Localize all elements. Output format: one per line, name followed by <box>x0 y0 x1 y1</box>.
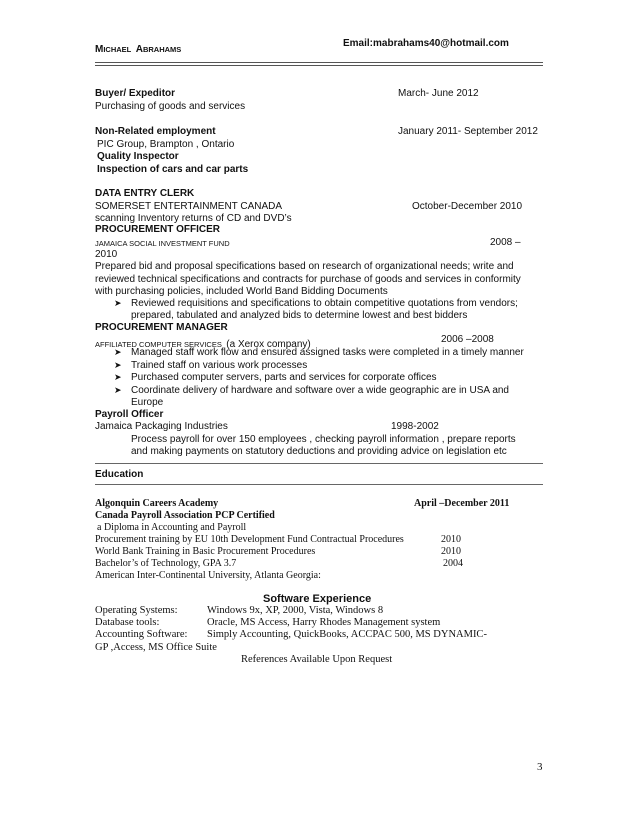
bullet-arrow-icon: ➤ <box>114 372 122 382</box>
references-note: References Available Upon Request <box>241 654 393 665</box>
software-cont: GP ,Access, MS Office Suite <box>95 642 217 653</box>
job5-bullet-2: Trained staff on various work processes <box>131 360 308 371</box>
education-cert: Canada Payroll Association PCP Certified <box>95 510 275 521</box>
job4-line-2: reviewed technical specifications and contracts for purchase of goods and services in conformity <box>95 274 521 285</box>
job5-bullet-1: Managed staff work flow and ensured assigned tasks were completed in a timely manner <box>131 347 524 358</box>
education-item-1-year: 2010 <box>441 534 461 545</box>
education-item-2-year: 2010 <box>441 546 461 557</box>
job2-dates: January 2011- September 2012 <box>398 126 538 137</box>
job6-dates: 1998-2002 <box>391 421 439 432</box>
job4-bullet-line-2: prepared, tabulated and analyzed bids to determine lowest and best bidders <box>131 310 468 321</box>
software-value-db: Oracle, MS Access, Harry Rhodes Management system <box>207 617 441 628</box>
job4-bullet-line-1: Reviewed requisitions and specifications to obtain competitive quotations from vendors; <box>131 298 518 309</box>
job6-company: Jamaica Packaging Industries <box>95 421 228 432</box>
job6-line-1: Process payroll for over 150 employees , checking payroll information , prepare reports <box>131 434 516 445</box>
software-label-accounting: Accounting Software: <box>95 629 188 640</box>
job3-title: DATA ENTRY CLERK <box>95 188 195 199</box>
job5-dates: 2006 –2008 <box>441 334 494 345</box>
job4-dates-end: 2010 <box>95 249 118 260</box>
job2-role-desc: Inspection of cars and car parts <box>97 164 249 175</box>
bullet-arrow-icon: ➤ <box>114 385 122 395</box>
divider-rule <box>95 463 543 464</box>
job2-title: Non-Related employment <box>95 126 216 137</box>
bullet-arrow-icon: ➤ <box>114 360 122 370</box>
job4-dates-start: 2008 – <box>490 237 521 248</box>
job3-desc: scanning Inventory returns of CD and DVD’s <box>95 213 292 224</box>
job2-role: Quality Inspector <box>97 151 179 162</box>
job5-bullet-3: Purchased computer servers, parts and services for corporate offices <box>131 372 437 383</box>
job6-title: Payroll Officer <box>95 409 164 420</box>
header-email: Email:mabrahams40@hotmail.com <box>343 38 509 49</box>
name-first-rest: ICHAEL <box>103 45 132 54</box>
job5-company-note: (a Xerox company) <box>226 339 311 350</box>
bullet-arrow-icon: ➤ <box>114 298 122 308</box>
education-item-3-year: 2004 <box>443 558 463 569</box>
job5-bullet-4: Coordinate delivery of hardware and software over a wide geographic are in USA and <box>131 385 509 396</box>
software-heading: Software Experience <box>263 593 372 605</box>
education-heading-rule <box>95 484 543 485</box>
software-value-os: Windows 9x, XP, 2000, Vista, Windows 8 <box>207 605 384 616</box>
education-university: American Inter-Continental University, Atlanta Georgia: <box>95 570 321 581</box>
job3-dates: October-December 2010 <box>412 201 523 212</box>
job2-company: PIC Group, Brampton , Ontario <box>97 139 235 150</box>
education-diploma: a Diploma in Accounting and Payroll <box>97 522 247 533</box>
job4-company: JAMAICA SOCIAL INVESTMENT FUND <box>95 239 230 248</box>
name-last-initial: A <box>135 44 143 55</box>
software-label-db: Database tools: <box>95 617 160 628</box>
education-item-3: Bachelor’s of Technology, GPA 3.7 <box>95 558 237 569</box>
header-double-rule <box>95 62 543 66</box>
software-value-accounting: Simply Accounting, QuickBooks, ACCPAC 500, MS DYNAMIC- <box>207 629 487 640</box>
job4-title: PROCUREMENT OFFICER <box>95 224 220 235</box>
job1-dates: March- June 2012 <box>398 88 479 99</box>
education-heading: Education <box>95 469 144 480</box>
job1-title: Buyer/ Expeditor <box>95 88 176 99</box>
software-label-os: Operating Systems: <box>95 605 178 616</box>
page-number: 3 <box>537 761 543 773</box>
education-item-1: Procurement training by EU 10th Development Fund Contractual Procedures <box>95 534 404 545</box>
bullet-arrow-icon: ➤ <box>114 347 122 357</box>
name-first-initial: M <box>95 44 104 55</box>
education-school: Algonquin Careers Academy <box>95 498 219 509</box>
header-name <box>95 39 181 57</box>
job3-company: SOMERSET ENTERTAINMENT CANADA <box>95 201 283 212</box>
name-last-rest: BRAHAMS <box>142 45 182 54</box>
job5-company-name: AFFILIATED COMPUTER SERVICES <box>95 340 222 349</box>
job4-line-3: with purchasing policies, included World Band Bidding Documents <box>95 286 388 297</box>
education-school-dates: April –December 2011 <box>414 498 510 509</box>
job5-title: PROCUREMENT MANAGER <box>95 322 228 333</box>
job4-line-1: Prepared bid and proposal specifications based on research of organizational needs; write and <box>95 261 514 272</box>
job6-line-2: and making payments on statutory deductions and providing advice on legislation etc <box>131 446 507 457</box>
job5-bullet-4-cont: Europe <box>131 397 164 408</box>
education-item-2: World Bank Training in Basic Procurement Procedures <box>95 546 316 557</box>
job1-desc: Purchasing of goods and services <box>95 101 246 112</box>
